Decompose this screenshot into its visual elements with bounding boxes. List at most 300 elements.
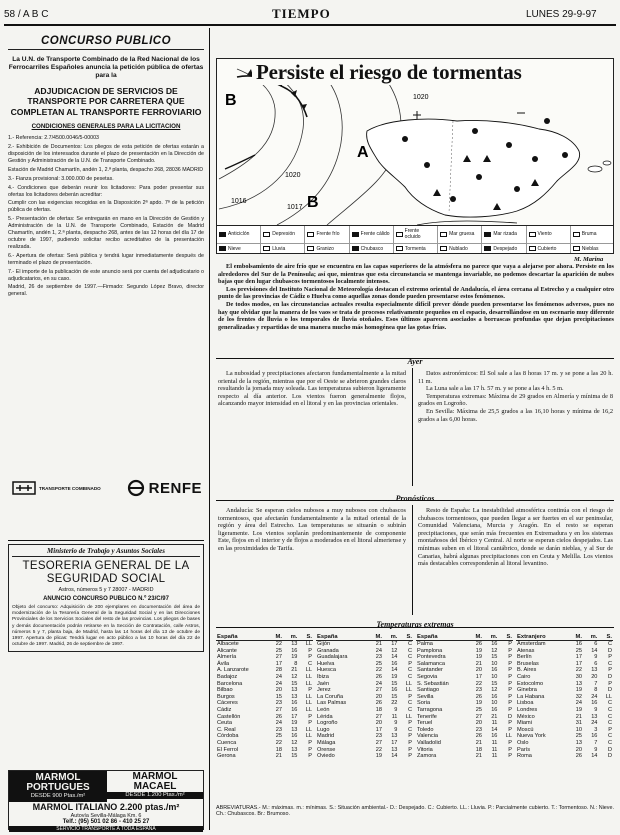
temps-cell: 10 <box>491 660 498 667</box>
temps-cell: D <box>607 746 612 753</box>
temps-cell: El Ferrol <box>217 746 239 753</box>
center-b-top: B <box>225 92 237 109</box>
temps-cell: Barcelona <box>217 680 243 687</box>
temps-cell: Ginebra <box>517 687 537 694</box>
legend-item <box>438 244 482 255</box>
legend-item <box>261 226 305 244</box>
ad-item: 4.- Condiciones que deberán reunir los licitadores: Para poder presentar sus ofertas los licitadores deberán acreditar: <box>8 184 204 198</box>
temps-cell: 12 <box>391 647 398 654</box>
temps-cell: Gijón <box>317 641 331 647</box>
temps-cell: 26 <box>375 700 382 707</box>
temps-cell: 23 <box>275 700 282 707</box>
temps-cell: Oviedo <box>317 753 335 760</box>
temps-cell: C <box>407 641 412 647</box>
temps-header: M. <box>368 634 383 641</box>
temps-cell: 13 <box>591 667 598 674</box>
legend-item <box>305 244 349 255</box>
legend-label: Depresión <box>272 231 296 238</box>
temps-cell: P <box>308 746 312 753</box>
temps-cell: 19 <box>291 654 298 661</box>
temps-header: m. <box>583 634 598 641</box>
ad-item: Madrid, 26 de septiembre de 1997.—Firmado: Segundo López Bravo, director general. <box>8 284 204 298</box>
temps-cell: C <box>607 713 612 720</box>
temps-cell: 25 <box>275 733 282 740</box>
temps-cell: C <box>607 700 612 707</box>
temps-cell: 22 <box>275 641 282 647</box>
legend-item <box>350 226 394 244</box>
temps-cell: P <box>308 739 312 746</box>
temps-cell: P <box>408 746 412 753</box>
temps-cell: 7 <box>594 680 598 687</box>
legend-item <box>527 226 571 244</box>
temps-cell: 21 <box>475 739 482 746</box>
legend-symbol-icon <box>396 232 403 237</box>
temps-cell: 21 <box>275 753 282 760</box>
temps-cell: 27 <box>475 713 482 720</box>
temps-cell: Málaga <box>317 739 336 746</box>
ad-logos <box>12 477 202 499</box>
temps-cell: 11 <box>491 739 498 746</box>
table-row <box>416 674 513 681</box>
ayer-sevilla: En Sevilla: Máxima de 25,5 grados a las 16,10 horas y mínima de 16,2 grados a las 6,00 horas. <box>418 407 613 423</box>
legend-symbol-icon <box>263 246 270 251</box>
temps-header: España <box>416 634 468 641</box>
temps-cell: D <box>607 753 612 760</box>
pron-divider <box>412 505 413 615</box>
temps-cell: Albacete <box>217 641 239 647</box>
table-row <box>316 727 413 734</box>
temps-cell: 14 <box>591 647 598 654</box>
table-row <box>516 720 613 727</box>
table-row <box>516 707 613 714</box>
temps-cell: LL <box>605 693 612 700</box>
legend-label: Despejado <box>493 245 518 252</box>
temps-cell: 27 <box>275 654 282 661</box>
table-row <box>416 648 513 655</box>
temps-cell: P <box>508 680 512 687</box>
legend-symbol-icon <box>529 246 536 251</box>
temps-cell: LL <box>305 706 312 713</box>
legend-label: Frente ocluido <box>404 228 421 241</box>
temps-cell: 10 <box>575 726 582 733</box>
temps-cell: Madrid <box>317 733 335 740</box>
temps-cell: París <box>517 746 531 753</box>
table-row <box>216 667 313 674</box>
legend-symbol-icon <box>573 232 580 237</box>
temps-cell: 16 <box>291 700 298 707</box>
ad-tesoreria <box>8 544 204 652</box>
temps-cell: 21 <box>575 713 582 720</box>
temps-cell: 27 <box>375 713 382 720</box>
pron-right: Resto de España: La inestabilidad atmosférica continúa con el riesgo de chubascos tormentosos, que pueden llegar a ser fuertes en el sur peninsular, Comunidad Valenciana, Murcia y Aragón. En el resto se esperan precipitaciones, que serán más frecuentes en Extremadura y en los sistemas montañosos del Ibérico y Central. Al norte se esperan cielos despejados. Las mínimas suben en el litoral cantábrico, donde se darán nieblas, y al Sur de Canarias, habrá algunas precipitaciones con en Ceuta y Melilla. Los vientos más destacables corresponderán al litoral levantino. <box>418 507 613 568</box>
temps-cell: 14 <box>391 654 398 661</box>
temps-cell: 12 <box>491 647 498 654</box>
temps-cell: 17 <box>375 726 382 733</box>
temps-cell: 15 <box>275 693 282 700</box>
temps-cell: LL <box>405 713 412 720</box>
temps-cell: P <box>308 720 312 727</box>
legend-symbol-icon <box>307 232 314 237</box>
center-b-bottom: B <box>307 194 319 211</box>
temps-cell: LL <box>305 667 312 674</box>
temps-cell: P <box>508 647 512 654</box>
temps-header: S. <box>298 634 313 641</box>
temps-cell: 17 <box>275 660 282 667</box>
temps-cell: 24 <box>275 673 282 680</box>
legend-label: Nieblas <box>581 245 599 252</box>
temps-cell: 20 <box>575 746 582 753</box>
temps-cell: P <box>508 660 512 667</box>
temps-cell: D <box>507 713 512 720</box>
temps-cell: 3 <box>594 726 598 733</box>
temps-cell: 16 <box>491 706 498 713</box>
marmol-foot: SERVICIO TRANSPORTE A TODA ESPAÑA <box>9 826 203 832</box>
temps-cell: P <box>508 720 512 727</box>
legend-label: Mar rizada <box>493 231 517 238</box>
temps-cell: LL <box>405 680 412 687</box>
temps-cell: P <box>608 680 612 687</box>
temps-cell: Amsterdam <box>517 641 546 647</box>
table-row <box>316 707 413 714</box>
marmol-mid: MARMOL ITALIANO 2.200 ptas./m² <box>32 802 180 812</box>
temps-cell: 21 <box>475 753 482 760</box>
temps-cell: Zamora <box>417 753 437 760</box>
temps-cell: P <box>508 739 512 746</box>
ad-address: Astros, números 5 y 7 28007 - MADRID <box>58 587 154 593</box>
column-divider <box>209 28 210 830</box>
ad-heading: ADJUDICACION DE SERVICIOS DE TRANSPORTE POR CARRETERA QUE COMPLETAN AL TRANSPORTE FERROVIARIO <box>10 86 202 117</box>
temps-cell: 15 <box>291 753 298 760</box>
temps-cell: 16 <box>491 733 498 740</box>
ad-item: 6.- Apertura de ofertas: Será pública y tendrá lugar inmediatamente después de terminado el plazo de presentación. <box>8 252 204 266</box>
temps-cell: S. Sebastián <box>417 680 449 687</box>
temps-cell: Londres <box>517 706 538 713</box>
temps-cell: P <box>508 667 512 674</box>
temps-cell: 16 <box>491 641 498 647</box>
table-row <box>316 654 413 661</box>
temps-cell: Cáceres <box>217 700 238 707</box>
table-row <box>216 681 313 688</box>
temps-cell: Cuenca <box>217 739 237 746</box>
temps-cell: 20 <box>475 720 482 727</box>
legend-label: Nieve <box>228 245 241 252</box>
temps-cell: 15 <box>491 654 498 661</box>
temps-cell: 17 <box>575 654 582 661</box>
legend-label: Anticiclón <box>228 231 250 238</box>
temps-header: Extranjero <box>516 634 568 641</box>
table-row <box>416 661 513 668</box>
temps-cell: P <box>608 654 612 661</box>
table-row <box>316 733 413 740</box>
temps-header: M. <box>568 634 583 641</box>
table-row <box>216 720 313 727</box>
table-row <box>516 667 613 674</box>
table-row <box>516 747 613 754</box>
table-row <box>216 687 313 694</box>
ad-item: Cumplir con las exigencias recogidas en la Disposición 2ª apdo. 7ª de la petición pública de ofertas. <box>8 200 204 214</box>
table-row <box>416 700 513 707</box>
temps-cell: 16 <box>591 700 598 707</box>
table-row <box>316 714 413 721</box>
temps-cell: 13 <box>291 687 298 694</box>
legend-symbol-icon <box>307 246 314 251</box>
ad-intro: La U.N. de Transporte Combinado de la Red Nacional de los Ferrocarriles Españoles anuncia la petición pública de ofertas para la <box>8 56 204 79</box>
ad-item: 7.- El importe de la publicación de este anuncio será por cuenta del adjudicatario o adjudicatarios, en su caso. <box>8 268 204 282</box>
temps-cell: Las Palmas <box>317 700 347 707</box>
temps-cell: 22 <box>575 667 582 674</box>
temps-cell: 26 <box>275 713 282 720</box>
temps-cell: 19 <box>475 700 482 707</box>
table-row <box>516 674 613 681</box>
temps-cell: Logroño <box>317 720 338 727</box>
temps-cell: Atenas <box>517 647 535 654</box>
temps-cell: 23 <box>375 654 382 661</box>
table-row <box>516 753 613 760</box>
temps-cell: Orense <box>317 746 336 753</box>
temps-cell: 16 <box>491 667 498 674</box>
temps-cell: México <box>517 713 535 720</box>
temps-cell: 16 <box>575 641 582 647</box>
temps-cell: P <box>408 753 412 760</box>
temps-cell: 26 <box>575 753 582 760</box>
temps-cell: 8 <box>594 687 598 694</box>
temps-cell: Pamplona <box>417 647 443 654</box>
temps-cell: P <box>508 726 512 733</box>
temps-cell: 32 <box>575 693 582 700</box>
temps-cell: P <box>308 654 312 661</box>
temps-cell: Toledo <box>417 726 434 733</box>
temps-cell: P <box>508 654 512 661</box>
temps-cell: 26 <box>375 673 382 680</box>
temps-cell: C <box>407 667 412 674</box>
temps-cell: P <box>508 746 512 753</box>
map-legend <box>217 225 614 254</box>
ayer-left: La nubosidad y precipitaciones afectaron fundamentalmente a la mitad oriental de la región, mientras que por el Oeste se abrieron grandes claros resultando la jornada muy soleada. Las temperaturas subieron ligeramente respecto al día anterior. Los vientos fueron generalmente flojos, alcanzando mayor intensidad en el litoral y en las provincias orientales. <box>218 370 406 408</box>
table-row <box>416 707 513 714</box>
legend-symbol-icon <box>396 246 403 251</box>
temps-cell: 9 <box>394 720 398 727</box>
temps-cell: C <box>407 706 412 713</box>
temps-cell: 13 <box>391 746 398 753</box>
table-row <box>316 641 413 648</box>
ad-title: CONCURSO PUBLICO <box>8 35 204 50</box>
ayer-astro: Datos astronómicos: El Sol sale a las 8 horas 17 m. y se pone a las 20 h. 11 m. <box>418 370 613 385</box>
table-row <box>516 714 613 721</box>
legend-symbol-icon <box>440 246 447 251</box>
legend-symbol-icon <box>263 232 270 237</box>
temps-cell: 9 <box>594 654 598 661</box>
temps-cell: Ávila <box>217 660 230 667</box>
page-number: 58 / A B C <box>4 9 49 20</box>
ad-item: Estación de Madrid Chamartín, andén 1, 2.ª planta, despacho 268, 28036 MADRID <box>8 166 204 173</box>
legend-item <box>305 226 349 244</box>
temps-cell: 13 <box>575 680 582 687</box>
temps-cell: Sevilla <box>417 693 434 700</box>
table-row <box>516 727 613 734</box>
marmol-left-title: MARMOL <box>35 772 81 783</box>
table-row <box>216 648 313 655</box>
temps-cell: 19 <box>291 720 298 727</box>
ad-body: Objeto del concurso: Adquisición de 200 ejemplares en documentación del área de modernización de la Tesorería General de la Seguridad Social y en las Direcciones Provinciales de los Servicios Sociales del resto de las provincias. Los pliegos de bases y demás documentación podrán retirarse en la Sección de Contratación, calle Astros, números 5 y 7, planta baja, de Madrid, hasta las 14 horas del día 13 de octubre de 1997. Apertura de plicas: Tendrá lugar en acto público a las 10 horas del día 22 de octubre de 1997. Madrid, 26 de septiembre de 1997. <box>12 605 200 648</box>
ad-anuncio: ANUNCIO CONCURSO PUBLICO N.º 23/C/97 <box>43 596 169 602</box>
table-row <box>216 733 313 740</box>
temps-cell: P <box>308 687 312 694</box>
isobar-label-3: 1017 <box>287 204 303 211</box>
temps-cell: 24 <box>575 700 582 707</box>
temps-cell: 26 <box>475 733 482 740</box>
temps-cell: 25 <box>575 647 582 654</box>
pron-title: Pronósticos <box>395 494 435 503</box>
section-title: TIEMPO <box>272 6 331 21</box>
temps-cell: 31 <box>575 720 582 727</box>
lead-p2: Los previsiones del Instituto Nacional de Meteorología destacan el extremo oriental de Andalucía, el área cercana al Estrecho y a cualquier otro punto de las provincias de Cádiz o Huelva como aquellas zonas donde pueden presentarse estos fenómenos. <box>218 285 614 301</box>
temps-column <box>516 634 613 760</box>
temps-cell: P <box>408 720 412 727</box>
temps-cell: LL <box>305 700 312 707</box>
temps-cell: 8 <box>294 660 298 667</box>
ad-tesoreria-title: TESORERIA GENERAL DE LA SEGURIDAD SOCIAL <box>22 560 190 585</box>
temps-cell: 24 <box>591 720 598 727</box>
temps-cell: C <box>407 726 412 733</box>
temps-cell: Jerez <box>317 687 331 694</box>
ad-ministry: Ministerio de Trabajo y Asuntos Sociales <box>12 547 200 557</box>
legend-item <box>482 226 526 244</box>
page-date: LUNES 29-9-97 <box>526 9 597 20</box>
temps-cell: 22 <box>375 667 382 674</box>
temps-cell: C <box>607 706 612 713</box>
temps-column <box>416 634 513 760</box>
temps-cell: 6 <box>594 660 598 667</box>
renfe-logo-icon <box>126 479 146 497</box>
temps-cell: 27 <box>275 706 282 713</box>
logo-right-label: RENFE <box>148 479 202 497</box>
temps-cell: Jaén <box>317 680 330 687</box>
table-row <box>316 720 413 727</box>
temps-cell: LL <box>305 641 312 647</box>
ad-conditions: CONDICIONES GENERALES PARA LA LICITACION <box>31 123 181 131</box>
table-row <box>416 654 513 661</box>
temps-cell: Valencia <box>417 733 439 740</box>
temps-cell: Lugo <box>317 726 330 733</box>
temps-cell: 9 <box>394 726 398 733</box>
temps-cell: Valladolid <box>417 739 441 746</box>
ad-marmol <box>8 770 204 830</box>
temps-cell: Almería <box>217 654 237 661</box>
temps-cell: 19 <box>475 654 482 661</box>
temps-cell: Pontevedra <box>417 654 446 661</box>
temps-cell: 18 <box>375 706 382 713</box>
temps-cell: C <box>607 733 612 740</box>
temps-cell: Castellón <box>217 713 241 720</box>
temps-cell: 14 <box>391 667 398 674</box>
temps-cell: P <box>508 673 512 680</box>
temps-cell: 23 <box>275 726 282 733</box>
legend-item <box>350 244 394 255</box>
temps-cell: 11 <box>491 720 498 727</box>
temps-cell: Salamanca <box>417 660 445 667</box>
legend-item <box>394 244 438 255</box>
temps-cell: 19 <box>475 647 482 654</box>
temps-cell: 16 <box>591 733 598 740</box>
temps-cell: Ibiza <box>317 673 329 680</box>
temps-cell: 26 <box>475 693 482 700</box>
temps-cell: 14 <box>391 753 398 760</box>
temps-cell: Nueva York <box>517 733 546 740</box>
temps-cell: 11 <box>491 746 498 753</box>
legend-label: Granizo <box>316 245 334 252</box>
temps-cell: Cádiz <box>217 706 232 713</box>
temps-cell: P <box>408 693 412 700</box>
isobar-label-2: 1016 <box>231 198 247 205</box>
temps-cell: 13 <box>575 739 582 746</box>
table-row <box>516 740 613 747</box>
temps-cell: 15 <box>291 680 298 687</box>
temps-cell: Bruselas <box>517 660 539 667</box>
temps-cell: Burgos <box>217 693 235 700</box>
temps-cell: 24 <box>591 693 598 700</box>
legend-item <box>261 244 305 255</box>
temps-cell: 30 <box>575 673 582 680</box>
temps-cell: 13 <box>291 746 298 753</box>
table-row <box>316 694 413 701</box>
table-row <box>416 694 513 701</box>
table-row <box>216 707 313 714</box>
temps-cell: 12 <box>291 739 298 746</box>
temps-cell: Soria <box>417 700 431 707</box>
table-row <box>416 720 513 727</box>
table-row <box>316 687 413 694</box>
legend-label: Tormenta <box>404 245 426 252</box>
temps-cell: P <box>508 693 512 700</box>
temps-cell: C <box>307 660 312 667</box>
marmol-left-price: DESDE 900 Ptas./m² <box>30 793 86 799</box>
temps-cell: 23 <box>475 687 482 694</box>
table-row <box>216 700 313 707</box>
temps-cell: 22 <box>391 700 398 707</box>
temps-cell: Estocolmo <box>517 680 544 687</box>
table-row <box>416 753 513 760</box>
table-row <box>216 661 313 668</box>
table-row <box>316 661 413 668</box>
temps-cell: 22 <box>275 739 282 746</box>
ayer-right <box>418 370 613 423</box>
table-row <box>416 740 513 747</box>
temps-cell: 20 <box>375 693 382 700</box>
temps-abbr: ABREVIATURAS.- M.: máximas. m.: mínimas. S.: Situación ambiental.- D.: Despejado. C.: Cubierto. LL.: Lluvia. P.: Parcialmente cubierto. T.: Tormentoso. N.: Nieve. Ch.: Chubascos. Br.: Brumoso. <box>216 805 614 818</box>
temps-cell: Badajoz <box>217 673 238 680</box>
table-row <box>516 694 613 701</box>
temps-cell: 15 <box>491 680 498 687</box>
temps-cell: D <box>607 673 612 680</box>
ayer-title: Ayer <box>407 357 423 366</box>
temps-cell: 12 <box>491 687 498 694</box>
temps-cell: C <box>607 739 612 746</box>
legend-item <box>571 226 614 244</box>
temps-cell: 10 <box>491 700 498 707</box>
temps-cell: D <box>607 647 612 654</box>
temps-cell: Huelva <box>317 660 335 667</box>
temps-cell: Huesca <box>317 667 336 674</box>
temps-cell: La Coruña <box>317 693 344 700</box>
legend-item <box>482 244 526 255</box>
temps-cell: 27 <box>375 739 382 746</box>
temps-cell: 6 <box>594 641 598 647</box>
temps-title: Temperaturas extremas <box>376 620 454 629</box>
legend-label: Chubasco <box>360 245 384 252</box>
temps-cell: 14 <box>491 726 498 733</box>
temps-cell: Granada <box>317 647 339 654</box>
temps-cell: 13 <box>591 713 598 720</box>
